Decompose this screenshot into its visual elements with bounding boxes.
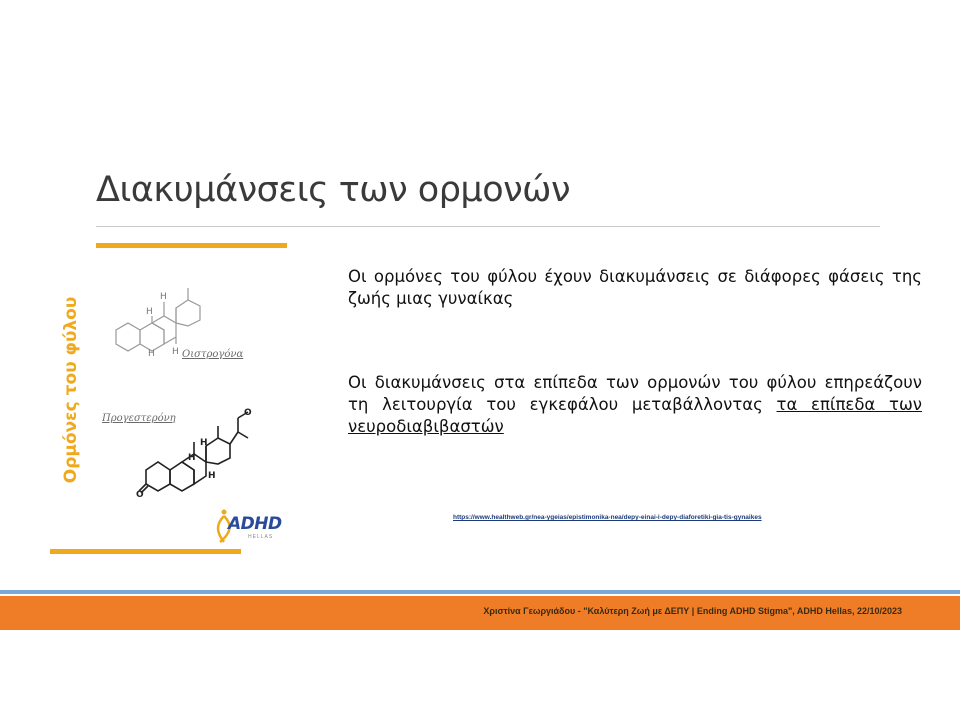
svg-text:H: H	[148, 349, 155, 356]
svg-text:O: O	[136, 490, 144, 498]
paragraph-2-text: Οι διακυμάνσεις στα επίπεδα των ορμονών του φύλου επηρεάζουν τη λειτουργία του εγκεφάλου μεταβάλλοντας	[348, 373, 922, 414]
svg-text:O: O	[244, 408, 252, 418]
footer-citation: Χριστίνα Γεωργιάδου - "Καλύτερη Ζωή με ΔΕΠΥ | Ending ADHD Stigma", ADHD Hellas, 22/10/2023	[483, 606, 902, 616]
svg-text:H: H	[188, 453, 196, 463]
progesterone-caption: Προγεστερόνη	[102, 413, 176, 424]
svg-text:H: H	[172, 347, 179, 356]
footer-stripe-blue	[0, 590, 960, 594]
slide-title: Διακυμάνσεις των ορμονών	[96, 170, 571, 210]
svg-text:H: H	[200, 438, 208, 448]
side-label: Ορμόνες του φύλου	[61, 296, 81, 484]
svg-text:H: H	[160, 292, 167, 302]
logo-subtext: HELLAS	[248, 534, 274, 540]
paragraph-2-underlined: τα επίπεδα των νευροδιαβιβαστών	[348, 395, 922, 436]
adhd-hellas-logo	[212, 508, 292, 544]
title-divider	[96, 226, 880, 227]
paragraph-1: Οι ορμόνες του φύλου έχουν διακυμάνσεις σε διάφορες φάσεις της ζωής μιας γυναίκας	[348, 267, 922, 308]
svg-text:H: H	[146, 307, 153, 317]
estrogen-structure-image	[108, 278, 218, 356]
source-link[interactable]: https://www.healthweb.gr/nea-ygeias/epistimonika-nea/depy-einai-i-depy-diaforetiki-gia-tis-gynaikes	[453, 514, 762, 521]
logo-text: ADHD	[228, 514, 282, 534]
accent-bar-bottom	[50, 549, 241, 554]
paragraph-2	[348, 372, 922, 438]
svg-text:H: H	[208, 471, 216, 481]
progesterone-structure-image	[136, 398, 256, 498]
estrogen-caption: Οιστρογόνα	[182, 349, 244, 360]
accent-bar-top	[96, 243, 287, 248]
